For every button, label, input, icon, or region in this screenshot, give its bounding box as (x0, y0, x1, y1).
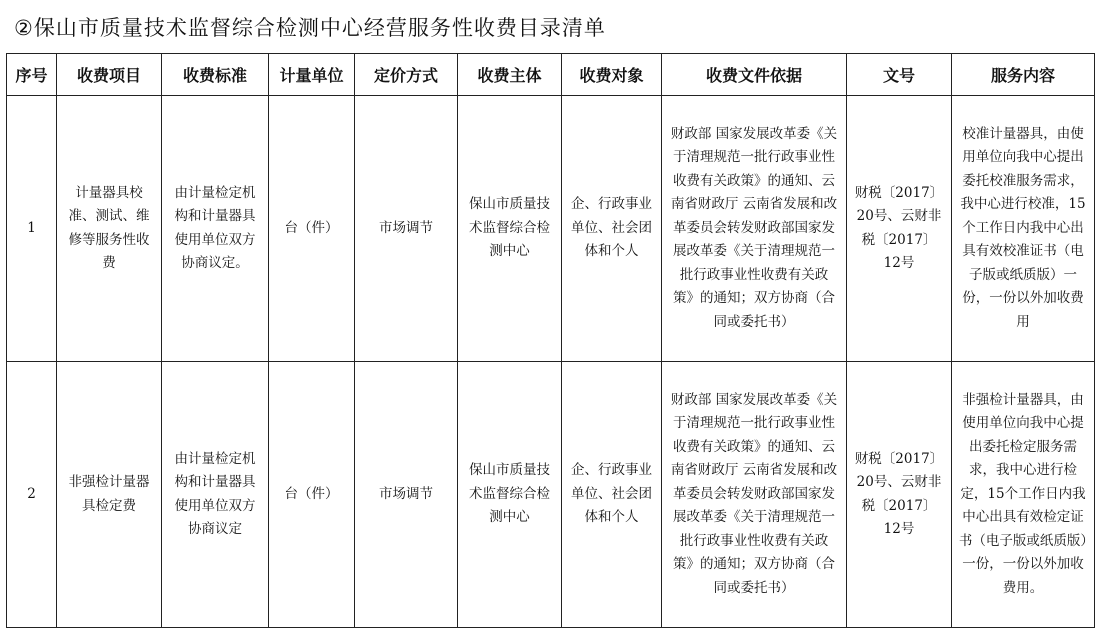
header-fee-item: 收费项目 (57, 54, 162, 96)
cell-fee-provider: 保山市质量技术监督综合检测中心 (458, 362, 562, 628)
cell-fee-basis: 财政部 国家发展改革委《关于清理规范一批行政事业性收费有关政策》的通知、云南省财政厅 云南省发展和改革委员会转发财政部国家发展改革委《关于清理规范一批行政事业性收费有关政策》的通知；双方协商（合同或委托书） (662, 362, 847, 628)
cell-fee-item: 非强检计量器具检定费 (57, 362, 162, 628)
table-row (7, 96, 1095, 362)
cell-doc-number: 财税〔2017〕20号、云财非税〔2017〕12号 (847, 362, 952, 628)
document-title: ②保山市质量技术监督综合检测中心经营服务性收费目录清单 (14, 16, 606, 40)
cell-pricing-method: 市场调节 (355, 362, 458, 628)
header-fee-provider: 收费主体 (458, 54, 562, 96)
cell-service-content: 校准计量器具，由使用单位向我中心提出委托校准服务需求，我中心进行校准，15个工作日内我中心出具有效校准证书（电子版或纸质版）一份，一份以外加收费用 (952, 96, 1095, 362)
cell-fee-target: 企、行政事业单位、社会团体和个人 (562, 96, 662, 362)
cell-fee-target: 企、行政事业单位、社会团体和个人 (562, 362, 662, 628)
cell-fee-standard: 由计量检定机构和计量器具使用单位双方协商议定。 (162, 96, 269, 362)
header-service-content: 服务内容 (952, 54, 1095, 96)
header-serial-no: 序号 (7, 54, 57, 96)
header-pricing-method: 定价方式 (355, 54, 458, 96)
table-header-row (7, 54, 1095, 96)
cell-doc-number: 财税〔2017〕20号、云财非税〔2017〕12号 (847, 96, 952, 362)
header-doc-number: 文号 (847, 54, 952, 96)
cell-unit: 台（件） (269, 96, 355, 362)
cell-service-content: 非强检计量器具，由使用单位向我中心提出委托检定服务需求，我中心进行检定，15个工作日内我中心出具有效检定证书（电子版或纸质版）一份，一份以外加收费用。 (952, 362, 1095, 628)
cell-serial-no: 2 (7, 362, 57, 628)
cell-serial-no: 1 (7, 96, 57, 362)
header-fee-standard: 收费标准 (162, 54, 269, 96)
cell-fee-item: 计量器具校准、测试、维修等服务性收费 (57, 96, 162, 362)
cell-fee-standard: 由计量检定机构和计量器具使用单位双方协商议定 (162, 362, 269, 628)
cell-fee-provider: 保山市质量技术监督综合检测中心 (458, 96, 562, 362)
fee-catalog-table (6, 53, 1095, 628)
header-unit: 计量单位 (269, 54, 355, 96)
cell-fee-basis: 财政部 国家发展改革委《关于清理规范一批行政事业性收费有关政策》的通知、云南省财政厅 云南省发展和改革委员会转发财政部国家发展改革委《关于清理规范一批行政事业性收费有关政策》的通知；双方协商（合同或委托书） (662, 96, 847, 362)
header-fee-target: 收费对象 (562, 54, 662, 96)
table-row (7, 362, 1095, 628)
cell-unit: 台（件） (269, 362, 355, 628)
cell-pricing-method: 市场调节 (355, 96, 458, 362)
header-fee-basis: 收费文件依据 (662, 54, 847, 96)
